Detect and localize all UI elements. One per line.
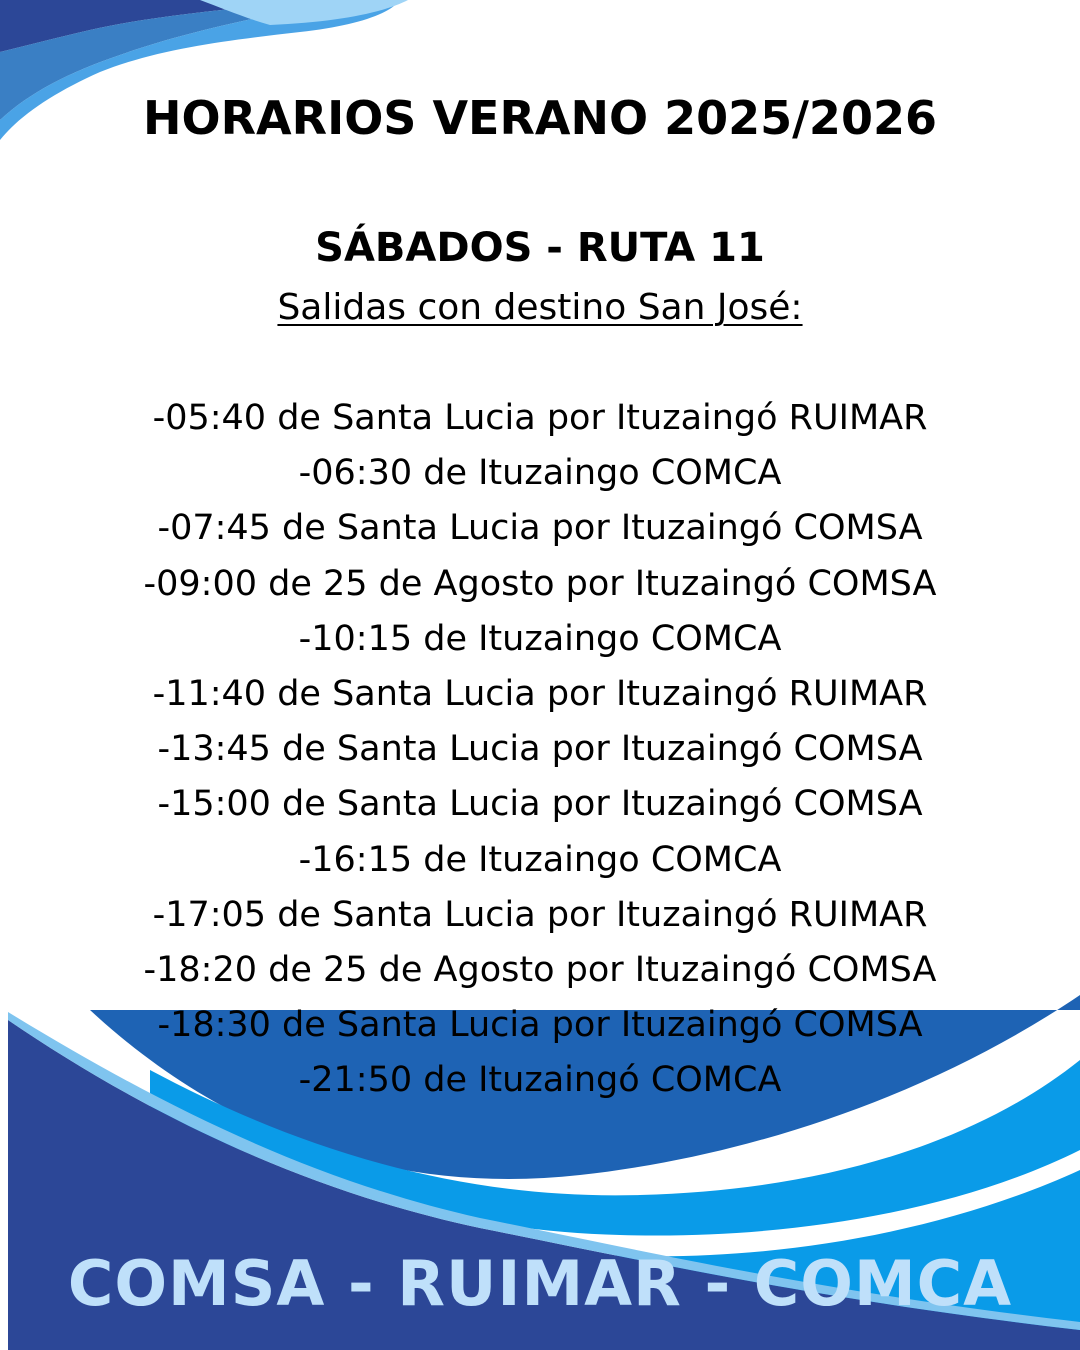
- footer-companies: COMSA - RUIMAR - COMCA: [67, 1247, 1013, 1320]
- page-title: HORARIOS VERANO 2025/2026: [143, 91, 937, 145]
- departure-row: -10:15 de Ituzaingo COMCA: [298, 618, 782, 659]
- departure-row: -21:50 de Ituzaingó COMCA: [298, 1060, 782, 1101]
- departure-row: -18:30 de Santa Lucia por Ituzaingó COMSA: [157, 1005, 923, 1046]
- departure-row: -16:15 de Ituzaingo COMCA: [298, 839, 782, 880]
- departure-row: -15:00 de Santa Lucia por Ituzaingó COMSA: [157, 784, 923, 825]
- departure-row: -05:40 de Santa Lucia por Ituzaingó RUIMAR: [152, 398, 928, 438]
- departure-row: -18:20 de 25 de Agosto por Ituzaingó COMSA: [143, 949, 937, 990]
- route-title: SÁBADOS - RUTA 11: [315, 225, 765, 271]
- departure-row: -17:05 de Santa Lucia por Ituzaingó RUIMAR: [152, 894, 928, 935]
- departure-row: -06:30 de Ituzaingo COMCA: [298, 453, 782, 494]
- departure-list: [0, 391, 1080, 1108]
- departure-row: -07:45 de Santa Lucia por Ituzaingó COMSA: [157, 508, 923, 549]
- departure-row: -11:40 de Santa Lucia por Ituzaingó RUIMAR: [152, 673, 928, 714]
- destination-heading: Salidas con destino San José:: [277, 287, 803, 328]
- departure-row: -13:45 de Santa Lucia por Ituzaingó COMSA: [157, 729, 923, 770]
- departure-row: -09:00 de 25 de Agosto por Ituzaingó COMSA: [143, 563, 937, 604]
